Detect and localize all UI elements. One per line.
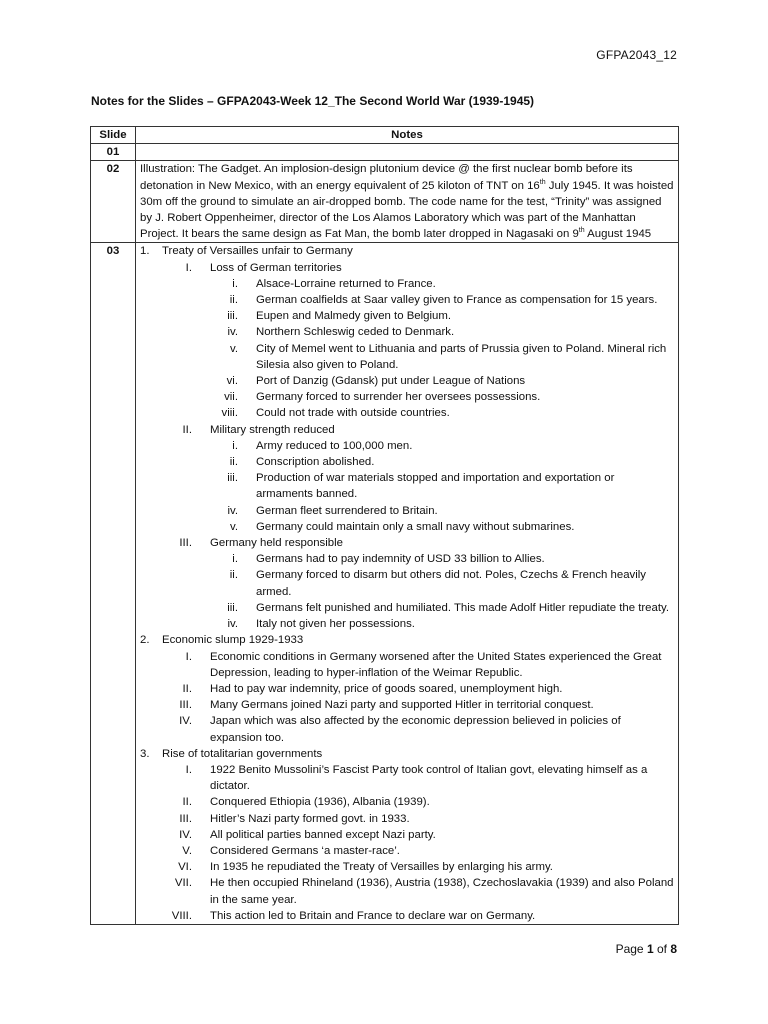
- list-item: [140, 843, 674, 859]
- list-marker: III.: [179, 699, 192, 712]
- list-item: [140, 827, 674, 843]
- slide-number: 01: [91, 144, 136, 161]
- page-current: 1: [646, 942, 654, 956]
- list-text: Germans had to pay indemnity of USD 33 billion to Allies.: [256, 553, 545, 566]
- list-marker: vi.: [226, 375, 238, 388]
- page-header-code: GFPA2043_12: [596, 48, 677, 62]
- list-item: [140, 616, 674, 632]
- list-text: Rise of totalitarian governments: [162, 747, 323, 760]
- list-item: [140, 567, 674, 599]
- column-header-notes: Notes: [136, 127, 679, 144]
- list-marker: IV.: [179, 715, 192, 728]
- list-marker: vii.: [224, 391, 238, 404]
- list-text: Germany could maintain only a small navy without submarines.: [256, 520, 575, 533]
- document-title: Notes for the Slides – GFPA2043-Week 12_The Second World War (1939-1945): [91, 94, 535, 108]
- list-text: Military strength reduced: [210, 423, 335, 436]
- list-text: In 1935 he repudiated the Treaty of Versailles by enlarging his army.: [210, 861, 553, 874]
- list-text: Japan which was also affected by the economic depression believed in policies of expansion too.: [210, 715, 621, 744]
- list-marker: I.: [185, 261, 192, 274]
- notes-cell: [136, 144, 679, 161]
- list-text: Had to pay war indemnity, price of goods soared, unemployment high.: [210, 682, 563, 695]
- list-text: Army reduced to 100,000 men.: [256, 439, 413, 452]
- list-text: Germany forced to surrender her oversees possessions.: [256, 391, 541, 404]
- list-marker: III.: [179, 812, 192, 825]
- list-text: He then occupied Rhineland (1936), Austria (1938), Czechoslavakia (1939) and also Poland in the same year.: [210, 877, 674, 906]
- table-row: [91, 161, 679, 243]
- list-text: Germans felt punished and humiliated. This made Adolf Hitler repudiate the treaty.: [256, 601, 670, 614]
- outline-item-level2: [140, 260, 674, 276]
- list-marker: i.: [232, 439, 238, 452]
- list-item: [140, 649, 674, 681]
- list-item: [140, 292, 674, 308]
- list-marker: III.: [179, 537, 192, 550]
- list-marker: ii.: [229, 294, 238, 307]
- list-text: Production of war materials stopped and importation and exportation or armaments banned.: [256, 472, 615, 501]
- page-of: of: [653, 942, 671, 956]
- list-item: [140, 600, 674, 616]
- list-item: [140, 762, 674, 794]
- list-marker: ii.: [229, 456, 238, 469]
- list-text: Eupen and Malmedy given to Belgium.: [256, 310, 452, 323]
- list-text: Many Germans joined Nazi party and supported Hitler in territorial conquest.: [210, 699, 594, 712]
- outline-item-level1: [140, 746, 674, 762]
- list-marker: 3.: [140, 747, 150, 760]
- list-marker: v.: [229, 520, 238, 533]
- list-item: [140, 794, 674, 810]
- list-item: [140, 324, 674, 340]
- list-text: All political parties banned except Nazi party.: [210, 828, 436, 841]
- list-text: Germany held responsible: [210, 537, 343, 550]
- list-text: Economic conditions in Germany worsened after the United States experienced the Great Depression, leading to hyper-inflation of the Weimar Republic.: [210, 650, 662, 679]
- list-item: [140, 875, 674, 907]
- list-marker: i.: [232, 553, 238, 566]
- list-text: 1922 Benito Mussolini’s Fascist Party took control of Italian govt, elevating himself as a dictator.: [210, 763, 648, 793]
- list-marker: iv.: [227, 326, 238, 339]
- list-item: [140, 503, 674, 519]
- outline-item-level2: [140, 535, 674, 551]
- list-marker: VII.: [174, 877, 192, 890]
- list-text: Hitler’s Nazi party formed govt. in 1933.: [210, 812, 410, 825]
- list-item: [140, 551, 674, 567]
- superscript: th: [578, 227, 585, 235]
- list-marker: II.: [182, 423, 192, 436]
- notes-text: July 1945. It was hoisted 30m off the ground to simulate an air-dropped bomb. The code name for the test, “Trinity” was assigned by J. Robert Oppenheimer, director of the Los Alamos Laboratory which was part of the Manhattan Project. It bears the same design as Fat Man, the bomb later dropped in Nagasaki on 9: [140, 179, 674, 241]
- list-text: Could not trade with outside countries.: [256, 407, 450, 420]
- list-marker: I.: [185, 650, 192, 663]
- list-text: Considered Germans ‘a master-race’.: [210, 844, 400, 857]
- list-text: This action led to Britain and France to declare war on Germany.: [210, 909, 536, 922]
- sublist-territories: [140, 276, 674, 422]
- list-marker: iv.: [227, 504, 238, 517]
- column-header-slide: Slide: [91, 127, 136, 144]
- list-marker: viii.: [221, 407, 238, 420]
- list-text: Port of Danzig (Gdansk) put under League of Nations: [256, 375, 526, 388]
- list-text: Conscription abolished.: [256, 456, 375, 469]
- list-marker: IV.: [179, 828, 192, 841]
- list-item: [140, 859, 674, 875]
- list-item: [140, 405, 674, 421]
- table-row: [91, 144, 679, 161]
- list-text: Conquered Ethiopia (1936), Albania (1939).: [210, 796, 430, 809]
- slide-number: 03: [91, 243, 136, 925]
- list-text: Germany forced to disarm but others did not. Poles, Czechs & French heavily armed.: [256, 569, 646, 598]
- list-item: [140, 519, 674, 535]
- notes-cell: [136, 243, 679, 925]
- sublist-totalitarian: [140, 762, 674, 924]
- list-item: [140, 470, 674, 502]
- page-total: 8: [670, 942, 677, 956]
- list-marker: iii.: [227, 310, 238, 323]
- list-text: Alsace-Lorraine returned to France.: [256, 277, 436, 290]
- list-marker: VIII.: [171, 909, 192, 922]
- list-marker: II.: [182, 796, 192, 809]
- table-header-row: [91, 127, 679, 144]
- list-text: Loss of German territories: [210, 261, 342, 274]
- list-marker: VI.: [178, 861, 192, 874]
- table-row: [91, 243, 679, 925]
- list-item: [140, 276, 674, 292]
- list-marker: I.: [185, 763, 192, 776]
- sublist-economic-slump: [140, 649, 674, 746]
- list-item: [140, 308, 674, 324]
- list-item: [140, 438, 674, 454]
- list-marker: V.: [182, 844, 192, 857]
- list-item: [140, 811, 674, 827]
- notes-text: Illustration: The Gadget. An implosion-design plutonium device @ the first nuclear bomb before its detonation in New Mexico, with an energy equivalent of 25 kiloton of TNT on 16: [140, 163, 633, 192]
- list-marker: v.: [229, 342, 238, 355]
- superscript: th: [539, 178, 546, 186]
- list-marker: 1.: [140, 245, 150, 258]
- list-marker: 2.: [140, 634, 150, 647]
- list-item: [140, 681, 674, 697]
- list-marker: II.: [182, 682, 192, 695]
- list-marker: i.: [232, 277, 238, 290]
- list-text: Italy not given her possessions.: [256, 618, 415, 631]
- list-text: German fleet surrendered to Britain.: [256, 504, 438, 517]
- list-marker: iv.: [227, 618, 238, 631]
- list-marker: iii.: [227, 472, 238, 485]
- list-item: [140, 373, 674, 389]
- sublist-military: [140, 438, 674, 535]
- list-marker: ii.: [229, 569, 238, 582]
- sublist-responsibility: [140, 551, 674, 632]
- page-number: [616, 942, 677, 956]
- slide-number: 02: [91, 161, 136, 243]
- outline-item-level1: [140, 632, 674, 648]
- page-prefix: Page: [615, 942, 647, 956]
- list-text: City of Memel went to Lithuania and parts of Prussia given to Poland. Mineral rich Silesia also given to Poland.: [256, 342, 667, 371]
- list-item: [140, 454, 674, 470]
- list-text: Economic slump 1929-1933: [162, 634, 304, 647]
- list-item: [140, 697, 674, 713]
- list-text: Treaty of Versailles unfair to Germany: [162, 245, 353, 258]
- notes-text: August 1945: [584, 228, 652, 241]
- list-item: [140, 713, 674, 745]
- notes-cell: [136, 161, 679, 243]
- list-item: [140, 341, 674, 373]
- outline-item-level2: [140, 422, 674, 438]
- list-text: Northern Schleswig ceded to Denmark.: [256, 326, 455, 339]
- list-marker: iii.: [227, 601, 238, 614]
- list-text: German coalfields at Saar valley given to France as compensation for 15 years.: [256, 294, 658, 307]
- notes-table: [90, 126, 679, 925]
- list-item: [140, 908, 674, 924]
- outline-item-level1: [140, 243, 674, 259]
- list-item: [140, 389, 674, 405]
